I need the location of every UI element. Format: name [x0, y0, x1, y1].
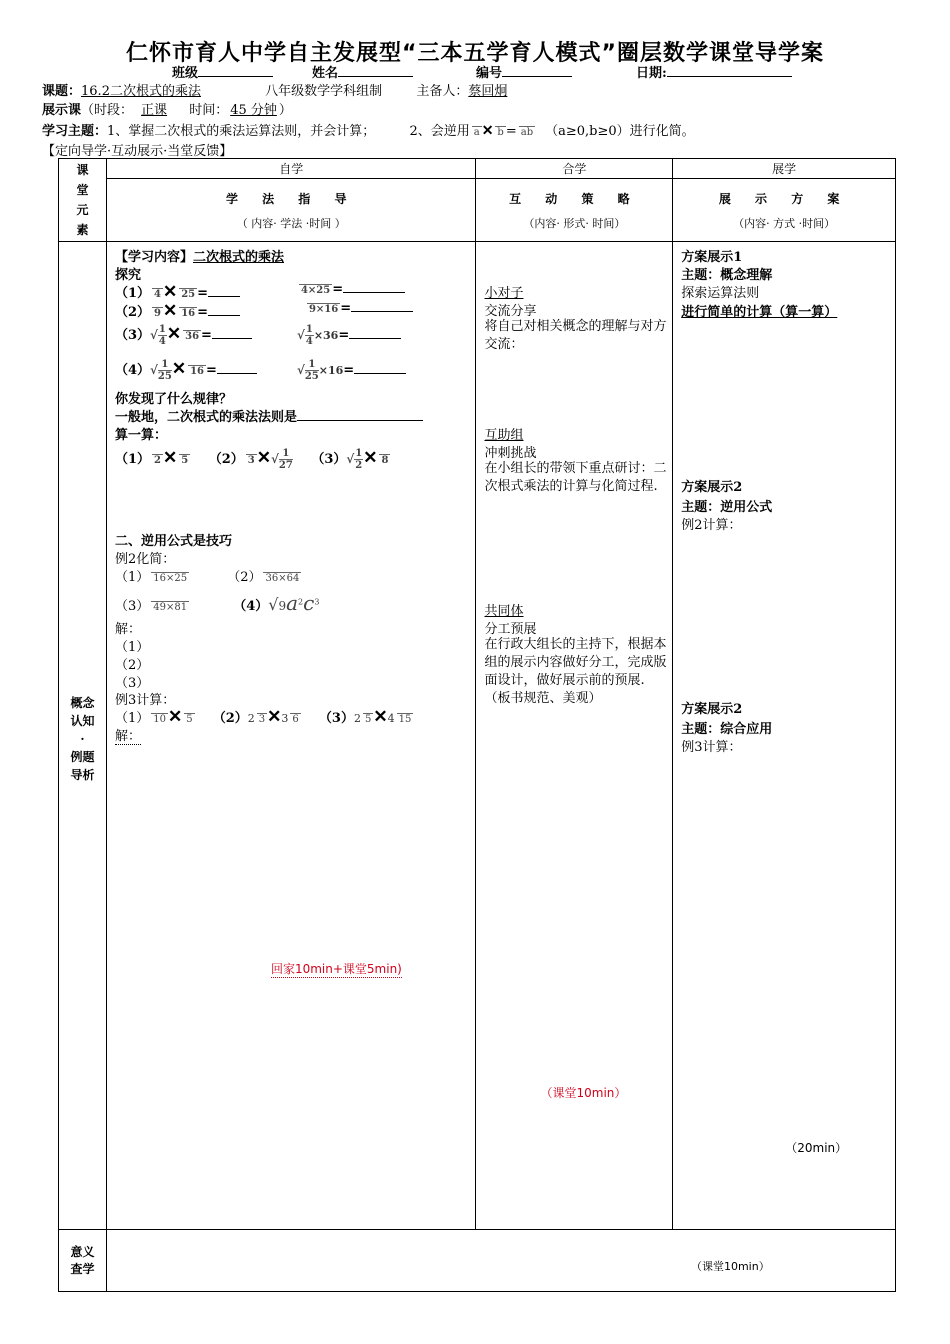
show-2-text: 例2计算：: [681, 518, 742, 533]
date-label: 日期:: [636, 66, 667, 81]
col-head-coop: 合学: [476, 159, 673, 179]
show-1-title: 方案展示1: [681, 250, 743, 265]
coop-time-note: （课堂10min）: [540, 1086, 627, 1100]
solve-label: 解：: [114, 622, 141, 637]
check-time-note: （课堂10min）: [690, 1260, 770, 1273]
time-value: 45 分钟: [230, 103, 277, 118]
name-label: 姓名: [312, 66, 339, 81]
col-head-show: 展学: [673, 159, 896, 179]
group-name: 八年级数学学科组制: [265, 84, 383, 99]
coop-group-3-title: 共同体: [484, 604, 524, 619]
show-1-text: 探索运算法则: [681, 286, 760, 301]
goal-1: 1、掌握二次根式的乘法运算法则，并会计算；: [107, 124, 376, 139]
sub-head-coop: 互 动 策 略 （内容· 形式· 时间）: [476, 179, 673, 242]
banner: 【定向导学·互动展示·当堂反馈】: [42, 144, 233, 159]
coop-group-2-sub: 冲刺挑战: [484, 446, 537, 461]
explore-item-4b[interactable]: √ $\frac{1}{25}$ ×16=: [297, 359, 406, 382]
rule-line[interactable]: 一般地，二次根式的乘法法则是: [115, 406, 423, 425]
section-2-title: 二、逆用公式是技巧: [114, 534, 232, 549]
show-2-topic: 主题：逆用公式: [681, 500, 773, 515]
show-1-topic: 主题：概念理解: [681, 268, 773, 283]
question: 你发现了什么规律？: [114, 392, 232, 407]
show-3-topic: 主题：综合应用: [681, 722, 773, 737]
side-cell-elements: 课 堂 元 素: [59, 159, 107, 242]
lesson-table: [58, 158, 896, 1292]
self-time-note: 回家10min+课堂5min): [270, 962, 402, 976]
explore-item-1b[interactable]: 4×25 =: [297, 282, 405, 297]
solve-item-2: （2）: [114, 658, 150, 673]
show-2-title: 方案展示2: [681, 480, 743, 495]
sub-head-self: 学 法 指 导 （ 内容· 学法 ·时间 ）: [106, 179, 476, 242]
calc-items: （1） 2 ✕ 5 （2） 3 ✕√ $\frac{1}{27}$ （3）√ $\frac{1}{2}$ ✕ 8: [114, 448, 389, 471]
coop-group-3-sub: 分工预展: [484, 622, 537, 637]
calc-label: 算一算：: [114, 428, 167, 443]
coop-group-1-text: 将自己对相关概念的理解与对方交流：: [484, 319, 667, 352]
cooperate-cell: [476, 242, 673, 1230]
self-heading: 【学习内容】二次根式的乘法: [114, 250, 284, 265]
explore-item-1: （1） 4 ✕ 25 =: [115, 282, 240, 302]
example-3-items: （1） 10 ✕ 5 （2）2 3 ✕3 6 （3）2 5 ✕4 15: [114, 707, 412, 727]
sub-head-show: 展 示 方 案 （内容· 方式 ·时间）: [673, 179, 896, 242]
solve-item-1: （1）: [114, 640, 150, 655]
example-2-row2: （3） 49×81 $(4)√9a^2c^3$: [114, 591, 320, 615]
preparer: 蔡回炯: [468, 84, 508, 99]
explore-item-2b[interactable]: 9×16 =: [305, 301, 413, 316]
coop-group-3-text: 在行政大组长的主持下，根据本组的展示内容做好分工，完成版面设计，做好展示前的预展.（板书规范、美观）: [484, 637, 667, 706]
coop-group-2-text: 在小组长的带领下重点研讨：二次根式乘法的计算与化简过程.: [484, 461, 667, 494]
lesson-line: 课题：16.2二次根式的乘法 八年级数学学科组制 主备人：蔡回炯: [42, 80, 507, 99]
show-cell: [673, 242, 896, 1230]
page-title: 仁怀市育人中学自主发展型“三本五学育人模式”圈层数学课堂导学案: [126, 41, 824, 66]
number-label: 编号: [476, 66, 503, 81]
number-field[interactable]: [476, 62, 572, 81]
name-field[interactable]: [312, 62, 413, 81]
explore-item-3: （3）√ $\frac{1}{4}$ ✕ 36 =: [115, 324, 252, 347]
explore-item-2: （2） 9 ✕ 16 =: [115, 301, 240, 321]
example-2: 例2化简：: [114, 552, 176, 567]
self-study-cell: [106, 242, 476, 1230]
side-cell-concept: 概念 认知 · 例题 导析: [59, 242, 107, 1230]
class-label: 班级: [172, 66, 199, 81]
show-1-task: 进行简单的计算（算一算）: [681, 305, 838, 320]
show-time-note: （20min）: [785, 1141, 848, 1155]
explore-item-4: （4）√ $\frac{1}{25}$ ✕ 16 =: [115, 359, 257, 382]
show-3-title: 方案展示2: [681, 702, 743, 717]
solve-2-label: 解：: [115, 725, 141, 745]
period-value: 正课: [141, 103, 168, 118]
explore-label: 探究: [114, 268, 141, 283]
class-field[interactable]: [172, 62, 273, 81]
check-cell: [106, 1230, 895, 1292]
goal-line: 学习主题：1、掌握二次根式的乘法运算法则，并会计算； 2、会逆用 a ✕ b = ab （a≥0,b≥0）进行化简。: [42, 123, 695, 139]
col-head-self: 自学: [106, 159, 476, 179]
explore-item-3b[interactable]: √ $\frac{1}{4}$ ×36=: [297, 324, 401, 347]
example-3: 例3计算：: [114, 693, 176, 708]
show-3-text: 例3计算：: [681, 740, 742, 755]
example-2-row1: （1） 16×25 （2） 36×64: [114, 570, 300, 585]
show-line: 展示课（时段： 正课 时间： 45 分钟 ）: [42, 103, 292, 118]
coop-group-1-sub: 交流分享: [484, 304, 537, 319]
solve-item-3: （3）: [114, 676, 150, 691]
coop-group-1-title: 小对子: [484, 286, 524, 301]
coop-group-2-title: 互助组: [484, 428, 524, 443]
lesson-value: 16.2二次根式的乘法: [81, 84, 201, 99]
side-cell-check: 意义 查学: [59, 1230, 107, 1292]
date-field[interactable]: [636, 62, 792, 81]
